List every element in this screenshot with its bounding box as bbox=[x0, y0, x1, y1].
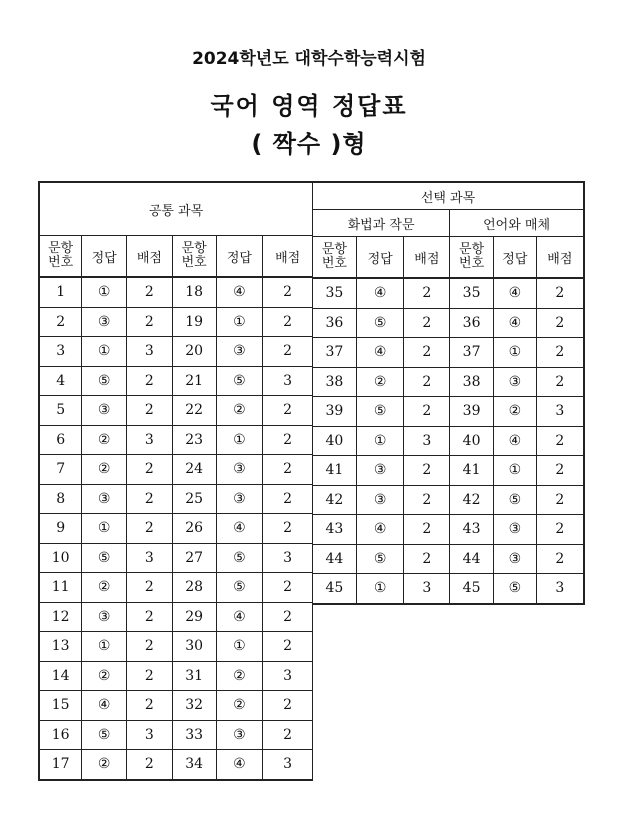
answer-cell: ⑤ bbox=[216, 543, 263, 573]
points-cell: 2 bbox=[404, 456, 450, 486]
qnum-header: 문항 번호 bbox=[39, 236, 82, 278]
answer-cell: ② bbox=[216, 661, 263, 691]
table-row bbox=[39, 277, 313, 307]
qnum-cell: 43 bbox=[313, 515, 357, 545]
answer-cell: ① bbox=[82, 337, 127, 367]
answer-cell: ④ bbox=[356, 278, 404, 308]
table-row bbox=[313, 308, 585, 338]
qnum-cell: 6 bbox=[39, 425, 82, 455]
answer-cell: ② bbox=[82, 750, 127, 780]
points-header: 배점 bbox=[127, 236, 173, 278]
answer-cell: ④ bbox=[216, 750, 263, 780]
qnum-cell: 39 bbox=[450, 397, 494, 427]
qnum-cell: 17 bbox=[39, 750, 82, 780]
table-row bbox=[39, 602, 313, 632]
points-cell: 3 bbox=[263, 366, 313, 396]
answer-header: 정답 bbox=[82, 236, 127, 278]
table-row bbox=[39, 396, 313, 426]
elective-answer-table bbox=[312, 181, 585, 605]
answer-cell: ④ bbox=[216, 277, 263, 307]
points-cell: 2 bbox=[404, 515, 450, 545]
points-cell: 2 bbox=[263, 277, 313, 307]
points-cell: 2 bbox=[263, 514, 313, 544]
table-row bbox=[39, 366, 313, 396]
answer-cell: ① bbox=[216, 632, 263, 662]
table-row bbox=[39, 661, 313, 691]
points-cell: 2 bbox=[127, 632, 173, 662]
qnum-cell: 38 bbox=[313, 367, 357, 397]
points-cell: 2 bbox=[127, 602, 173, 632]
answer-cell: ① bbox=[82, 514, 127, 544]
qnum-cell: 5 bbox=[39, 396, 82, 426]
qnum-header: 문항 번호 bbox=[313, 237, 357, 279]
qnum-cell: 19 bbox=[172, 307, 216, 337]
points-cell: 2 bbox=[263, 396, 313, 426]
points-cell: 2 bbox=[263, 337, 313, 367]
answer-cell: ② bbox=[82, 661, 127, 691]
form-type: ( 짝수 )형 bbox=[251, 130, 367, 158]
points-cell: 3 bbox=[263, 750, 313, 780]
table-row bbox=[313, 485, 585, 515]
answer-cell: ② bbox=[216, 691, 263, 721]
qnum-cell: 23 bbox=[172, 425, 216, 455]
qnum-cell: 45 bbox=[450, 574, 494, 604]
points-cell: 2 bbox=[263, 573, 313, 603]
answer-cell: ③ bbox=[493, 544, 536, 574]
points-cell: 2 bbox=[127, 277, 173, 307]
elective-rows bbox=[313, 278, 585, 604]
answer-cell: ④ bbox=[493, 308, 536, 338]
points-cell: 3 bbox=[404, 426, 450, 456]
table-row bbox=[39, 573, 313, 603]
qnum-cell: 7 bbox=[39, 455, 82, 485]
answer-cell: ③ bbox=[493, 515, 536, 545]
qnum-cell: 3 bbox=[39, 337, 82, 367]
points-cell: 2 bbox=[127, 573, 173, 603]
points-header: 배점 bbox=[536, 237, 584, 279]
points-cell: 2 bbox=[536, 278, 584, 308]
qnum-cell: 40 bbox=[313, 426, 357, 456]
points-cell: 3 bbox=[263, 543, 313, 573]
answer-cell: ① bbox=[82, 277, 127, 307]
answer-cell: ⑤ bbox=[356, 544, 404, 574]
qnum-cell: 10 bbox=[39, 543, 82, 573]
answer-cell: ③ bbox=[82, 602, 127, 632]
qnum-cell: 13 bbox=[39, 632, 82, 662]
answer-cell: ① bbox=[356, 574, 404, 604]
points-cell: 2 bbox=[263, 720, 313, 750]
qnum-cell: 18 bbox=[172, 277, 216, 307]
answer-header: 정답 bbox=[216, 236, 263, 278]
points-cell: 2 bbox=[127, 396, 173, 426]
qnum-cell: 29 bbox=[172, 602, 216, 632]
qnum-cell: 35 bbox=[313, 278, 357, 308]
points-cell: 2 bbox=[127, 307, 173, 337]
points-header: 배점 bbox=[263, 236, 313, 278]
qnum-cell: 33 bbox=[172, 720, 216, 750]
points-cell: 3 bbox=[263, 661, 313, 691]
answer-cell: ① bbox=[356, 426, 404, 456]
qnum-header: 문항 번호 bbox=[172, 236, 216, 278]
answer-cell: ③ bbox=[216, 720, 263, 750]
answer-cell: ④ bbox=[493, 426, 536, 456]
qnum-cell: 27 bbox=[172, 543, 216, 573]
table-row bbox=[39, 543, 313, 573]
qnum-cell: 25 bbox=[172, 484, 216, 514]
table-row bbox=[39, 691, 313, 721]
points-cell: 3 bbox=[127, 337, 173, 367]
points-cell: 2 bbox=[263, 632, 313, 662]
points-cell: 3 bbox=[127, 425, 173, 455]
exam-title: 2024학년도 대학수학능력시험 bbox=[192, 49, 426, 69]
answer-header: 정답 bbox=[493, 237, 536, 279]
points-cell: 2 bbox=[127, 750, 173, 780]
qnum-cell: 24 bbox=[172, 455, 216, 485]
points-cell: 3 bbox=[404, 574, 450, 604]
qnum-cell: 9 bbox=[39, 514, 82, 544]
answer-cell: ① bbox=[493, 338, 536, 368]
table-row bbox=[313, 574, 585, 604]
table-row bbox=[39, 307, 313, 337]
qnum-cell: 31 bbox=[172, 661, 216, 691]
answer-cell: ⑤ bbox=[493, 574, 536, 604]
answer-cell: ⑤ bbox=[82, 543, 127, 573]
answer-cell: ③ bbox=[356, 485, 404, 515]
answer-header: 정답 bbox=[356, 237, 404, 279]
answer-cell: ③ bbox=[216, 455, 263, 485]
elective-b-header: 언어와 매체 bbox=[450, 210, 584, 237]
answer-cell: ② bbox=[216, 396, 263, 426]
qnum-cell: 20 bbox=[172, 337, 216, 367]
qnum-cell: 36 bbox=[450, 308, 494, 338]
answer-cell: ② bbox=[493, 397, 536, 427]
points-cell: 2 bbox=[404, 485, 450, 515]
points-cell: 2 bbox=[536, 338, 584, 368]
qnum-cell: 41 bbox=[450, 456, 494, 486]
points-cell: 2 bbox=[536, 544, 584, 574]
qnum-cell: 34 bbox=[172, 750, 216, 780]
points-cell: 2 bbox=[536, 515, 584, 545]
points-cell: 2 bbox=[263, 425, 313, 455]
qnum-cell: 39 bbox=[313, 397, 357, 427]
points-header: 배점 bbox=[404, 237, 450, 279]
answer-cell: ③ bbox=[216, 337, 263, 367]
answer-cell: ④ bbox=[493, 278, 536, 308]
qnum-cell: 15 bbox=[39, 691, 82, 721]
table-row bbox=[313, 397, 585, 427]
points-cell: 2 bbox=[127, 366, 173, 396]
points-cell: 3 bbox=[127, 543, 173, 573]
answer-cell: ① bbox=[216, 425, 263, 455]
points-cell: 2 bbox=[404, 308, 450, 338]
points-cell: 2 bbox=[404, 338, 450, 368]
points-cell: 2 bbox=[263, 307, 313, 337]
answer-cell: ④ bbox=[356, 515, 404, 545]
qnum-cell: 12 bbox=[39, 602, 82, 632]
qnum-cell: 36 bbox=[313, 308, 357, 338]
answer-cell: ③ bbox=[82, 484, 127, 514]
qnum-cell: 28 bbox=[172, 573, 216, 603]
table-row bbox=[39, 720, 313, 750]
qnum-cell: 22 bbox=[172, 396, 216, 426]
answer-cell: ⑤ bbox=[493, 485, 536, 515]
points-cell: 2 bbox=[404, 397, 450, 427]
qnum-cell: 43 bbox=[450, 515, 494, 545]
table-row bbox=[39, 455, 313, 485]
qnum-cell: 37 bbox=[313, 338, 357, 368]
qnum-cell: 21 bbox=[172, 366, 216, 396]
table-row bbox=[39, 484, 313, 514]
answer-cell: ② bbox=[82, 573, 127, 603]
points-cell: 2 bbox=[404, 278, 450, 308]
qnum-cell: 26 bbox=[172, 514, 216, 544]
qnum-cell: 16 bbox=[39, 720, 82, 750]
table-row bbox=[313, 456, 585, 486]
common-subject-header: 공통 과목 bbox=[39, 182, 313, 236]
common-answer-table bbox=[38, 181, 313, 781]
answer-cell: ③ bbox=[82, 396, 127, 426]
answer-cell: ① bbox=[82, 632, 127, 662]
table-row bbox=[313, 278, 585, 308]
table-row bbox=[313, 367, 585, 397]
qnum-cell: 14 bbox=[39, 661, 82, 691]
answer-cell: ② bbox=[356, 367, 404, 397]
points-cell: 2 bbox=[127, 661, 173, 691]
table-row bbox=[313, 544, 585, 574]
points-cell: 2 bbox=[127, 484, 173, 514]
table-row bbox=[313, 515, 585, 545]
table-row bbox=[39, 425, 313, 455]
answer-cell: ⑤ bbox=[356, 308, 404, 338]
points-cell: 2 bbox=[404, 544, 450, 574]
points-cell: 2 bbox=[536, 485, 584, 515]
table-row bbox=[39, 632, 313, 662]
answer-cell: ⑤ bbox=[216, 573, 263, 603]
answer-cell: ⑤ bbox=[356, 397, 404, 427]
points-cell: 2 bbox=[536, 308, 584, 338]
points-cell: 2 bbox=[127, 455, 173, 485]
points-cell: 2 bbox=[404, 367, 450, 397]
points-cell: 2 bbox=[536, 367, 584, 397]
qnum-header: 문항 번호 bbox=[450, 237, 494, 279]
qnum-cell: 45 bbox=[313, 574, 357, 604]
points-cell: 3 bbox=[536, 397, 584, 427]
elective-a-header: 화법과 작문 bbox=[313, 210, 450, 237]
answer-cell: ① bbox=[216, 307, 263, 337]
qnum-cell: 38 bbox=[450, 367, 494, 397]
points-cell: 2 bbox=[263, 602, 313, 632]
answer-cell: ② bbox=[82, 425, 127, 455]
qnum-cell: 44 bbox=[313, 544, 357, 574]
points-cell: 3 bbox=[127, 720, 173, 750]
qnum-cell: 42 bbox=[313, 485, 357, 515]
qnum-cell: 41 bbox=[313, 456, 357, 486]
points-cell: 2 bbox=[263, 455, 313, 485]
points-cell: 2 bbox=[536, 426, 584, 456]
qnum-cell: 30 bbox=[172, 632, 216, 662]
answer-cell: ③ bbox=[493, 367, 536, 397]
answer-cell: ⑤ bbox=[82, 366, 127, 396]
table-row bbox=[313, 338, 585, 368]
qnum-cell: 11 bbox=[39, 573, 82, 603]
answer-cell: ④ bbox=[216, 602, 263, 632]
answer-cell: ④ bbox=[216, 514, 263, 544]
qnum-cell: 32 bbox=[172, 691, 216, 721]
answer-cell: ④ bbox=[356, 338, 404, 368]
answer-cell: ⑤ bbox=[82, 720, 127, 750]
qnum-cell: 44 bbox=[450, 544, 494, 574]
answer-cell: ④ bbox=[82, 691, 127, 721]
points-cell: 2 bbox=[536, 456, 584, 486]
qnum-cell: 42 bbox=[450, 485, 494, 515]
common-rows bbox=[39, 277, 313, 780]
answer-cell: ① bbox=[493, 456, 536, 486]
answer-cell: ② bbox=[82, 455, 127, 485]
qnum-cell: 8 bbox=[39, 484, 82, 514]
points-cell: 3 bbox=[536, 574, 584, 604]
qnum-cell: 2 bbox=[39, 307, 82, 337]
qnum-cell: 1 bbox=[39, 277, 82, 307]
table-row bbox=[39, 750, 313, 780]
elective-subject-header: 선택 과목 bbox=[313, 182, 585, 210]
points-cell: 2 bbox=[127, 691, 173, 721]
table-row bbox=[313, 426, 585, 456]
points-cell: 2 bbox=[263, 691, 313, 721]
points-cell: 2 bbox=[263, 484, 313, 514]
answer-cell: ③ bbox=[216, 484, 263, 514]
qnum-cell: 4 bbox=[39, 366, 82, 396]
answer-cell: ③ bbox=[356, 456, 404, 486]
answer-cell: ③ bbox=[82, 307, 127, 337]
subject-title: 국어 영역 정답표 bbox=[210, 92, 408, 120]
table-row bbox=[39, 337, 313, 367]
qnum-cell: 37 bbox=[450, 338, 494, 368]
table-row bbox=[39, 514, 313, 544]
answer-cell: ⑤ bbox=[216, 366, 263, 396]
qnum-cell: 35 bbox=[450, 278, 494, 308]
qnum-cell: 40 bbox=[450, 426, 494, 456]
points-cell: 2 bbox=[127, 514, 173, 544]
